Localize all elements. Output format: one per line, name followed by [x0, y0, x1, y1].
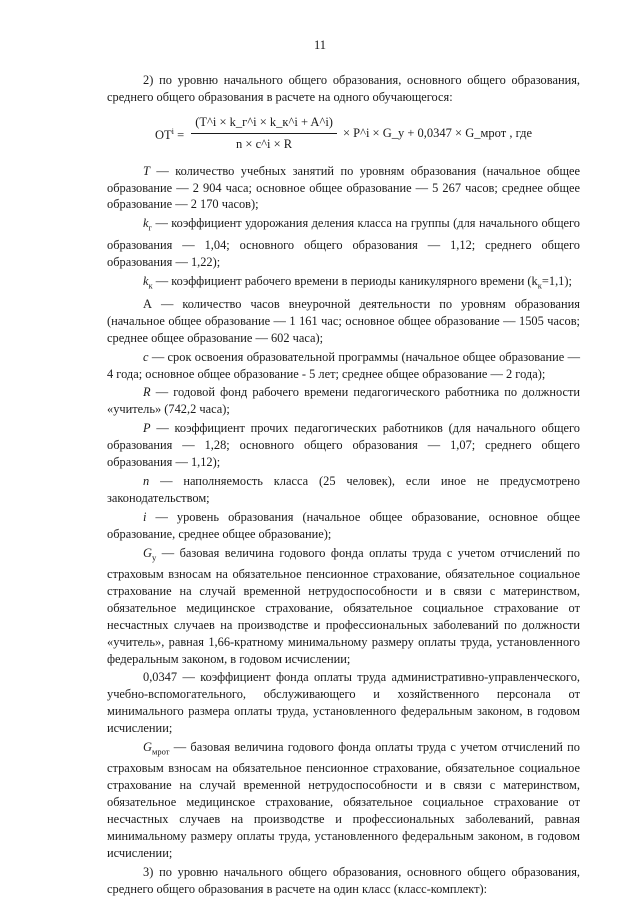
definition-symbol: 0,0347	[143, 670, 178, 685]
definition-text: — коэффициент удорожания деления класса на группы (для начального общего образования — 1,04; основного общего образования — 1,12; среднего общего образования — 1,22);	[107, 216, 580, 269]
definition-symbol: k	[143, 216, 149, 231]
formula-numerator: (T^i × k_г^i × k_к^i + A^i)	[191, 114, 337, 134]
definition-text: — годовой фонд рабочего времени педагогического работника по должности «учитель» (742,2 часа);	[107, 385, 580, 417]
definition-symbol: R	[143, 385, 151, 400]
definition-text-tail: =1,1);	[541, 273, 572, 288]
definition-symbol: T	[143, 163, 150, 178]
formula-denominator: n × c^i × R	[236, 136, 293, 151]
definition-text: — коэффициент рабочего времени в периоды каникулярного времени (k	[152, 273, 538, 288]
definition-symbol-subscript: к	[148, 280, 153, 290]
definition-symbol: G	[143, 545, 152, 560]
definition-item	[107, 669, 580, 737]
definition-inline-subscript: к	[537, 280, 542, 290]
definition-item	[107, 296, 580, 347]
definition-symbol: А	[143, 296, 152, 311]
definitions-list	[107, 163, 580, 862]
document-body	[107, 72, 580, 900]
formula	[107, 114, 580, 153]
definition-item	[107, 163, 580, 214]
definition-symbol: n	[143, 473, 150, 488]
intro-item-2: 2) по уровню начального общего образования, основного общего образования, среднего общего образования в расчете на одного обучающегося:	[107, 73, 580, 104]
definition-symbol: P	[143, 421, 151, 436]
definition-item	[107, 384, 580, 418]
definition-symbol: c	[143, 349, 149, 364]
definition-item	[107, 473, 580, 507]
formula-fraction	[191, 114, 337, 153]
definition-symbol: G	[143, 740, 152, 755]
definition-item	[107, 739, 580, 862]
definition-text: — базовая величина годового фонда оплаты труда с учетом отчислений по страховым взносам на обязательное пенсионное страхование, обязательное социальное страхование на случай временной нетрудоспособности и в связи с материнством, обязательное медицинское страхование, обязательное социальное страхование от несчастных случаев на производстве и профессиональных заболеваний, равная минимальному размеру оплаты труда, установленного федеральным законом, в годовом исчислении;	[107, 740, 580, 860]
definition-text: — коэффициент прочих педагогических работников (для начального общего образования — 1,28; основного общего образования — 1,07; среднего общего образования — 1,12);	[107, 421, 580, 470]
definition-text: — наполняемость класса (25 человек), если иное не предусмотрено законодательством;	[107, 473, 580, 505]
definition-text: — срок освоения образовательной программы (начальное общее образование — 4 года; основное общее образование - 5 лет; среднее общее образование — 2 года);	[107, 349, 580, 381]
definition-text: — базовая величина годового фонда оплаты труда с учетом отчислений по страховым взносам на обязательное пенсионное страхование, обязательное социальное страхование на случай временной нетрудоспособности и в связи с материнством, обязательное медицинское страхование, обязательное социальное страхование от несчастных случаев на производстве и профессиональных заболеваний по должности «учитель», равная 1,66-кратному минимальному размеру оплаты труда, установленного федеральным законом, в годовом исчислении;	[107, 545, 580, 666]
formula-rhs: × P^i × G_у + 0,0347 × G_мрот , где	[342, 125, 533, 140]
formula-lhs: $ОТ^i$ =	[154, 125, 185, 142]
definition-text: — количество часов внеурочной деятельности по уровням образования (начальное общее образование — 1 161 час; основное общее образование — 1505 часов; среднее общее образование — 602 часа);	[107, 296, 580, 345]
definition-item	[107, 420, 580, 471]
definition-symbol: i	[143, 509, 147, 524]
definition-symbol-subscript: у	[151, 552, 157, 563]
definition-item	[107, 273, 580, 294]
definition-item	[107, 545, 580, 668]
definition-symbol-subscript: г	[148, 222, 152, 233]
definition-item	[107, 349, 580, 383]
intro-item-3: 3) по уровню начального общего образования, основного общего образования, среднего общего образования в расчете на один класс (класс-комплект):	[107, 864, 580, 896]
definition-text: — количество учебных занятий по уровням образования (начальное общее образование — 2 904 часа; основное общее образование — 5 267 часов; среднее общее образование — 2 170 часов);	[107, 163, 580, 212]
definition-item	[107, 215, 580, 270]
definition-text: — уровень образования (начальное общее образование, основное общее образование, среднее общее образование);	[107, 509, 580, 541]
definition-symbol: k	[143, 273, 149, 288]
definition-item	[107, 509, 580, 543]
page-number: 11	[313, 38, 327, 52]
definition-symbol-subscript: мрот	[151, 746, 170, 757]
definition-text: — коэффициент фонда оплаты труда административно-управленческого, учебно-вспомогательного, обслуживающего и хозяйственного персонала от минимального размера оплаты труда, установленного федеральным законом, в годовом исчислении;	[107, 670, 580, 736]
